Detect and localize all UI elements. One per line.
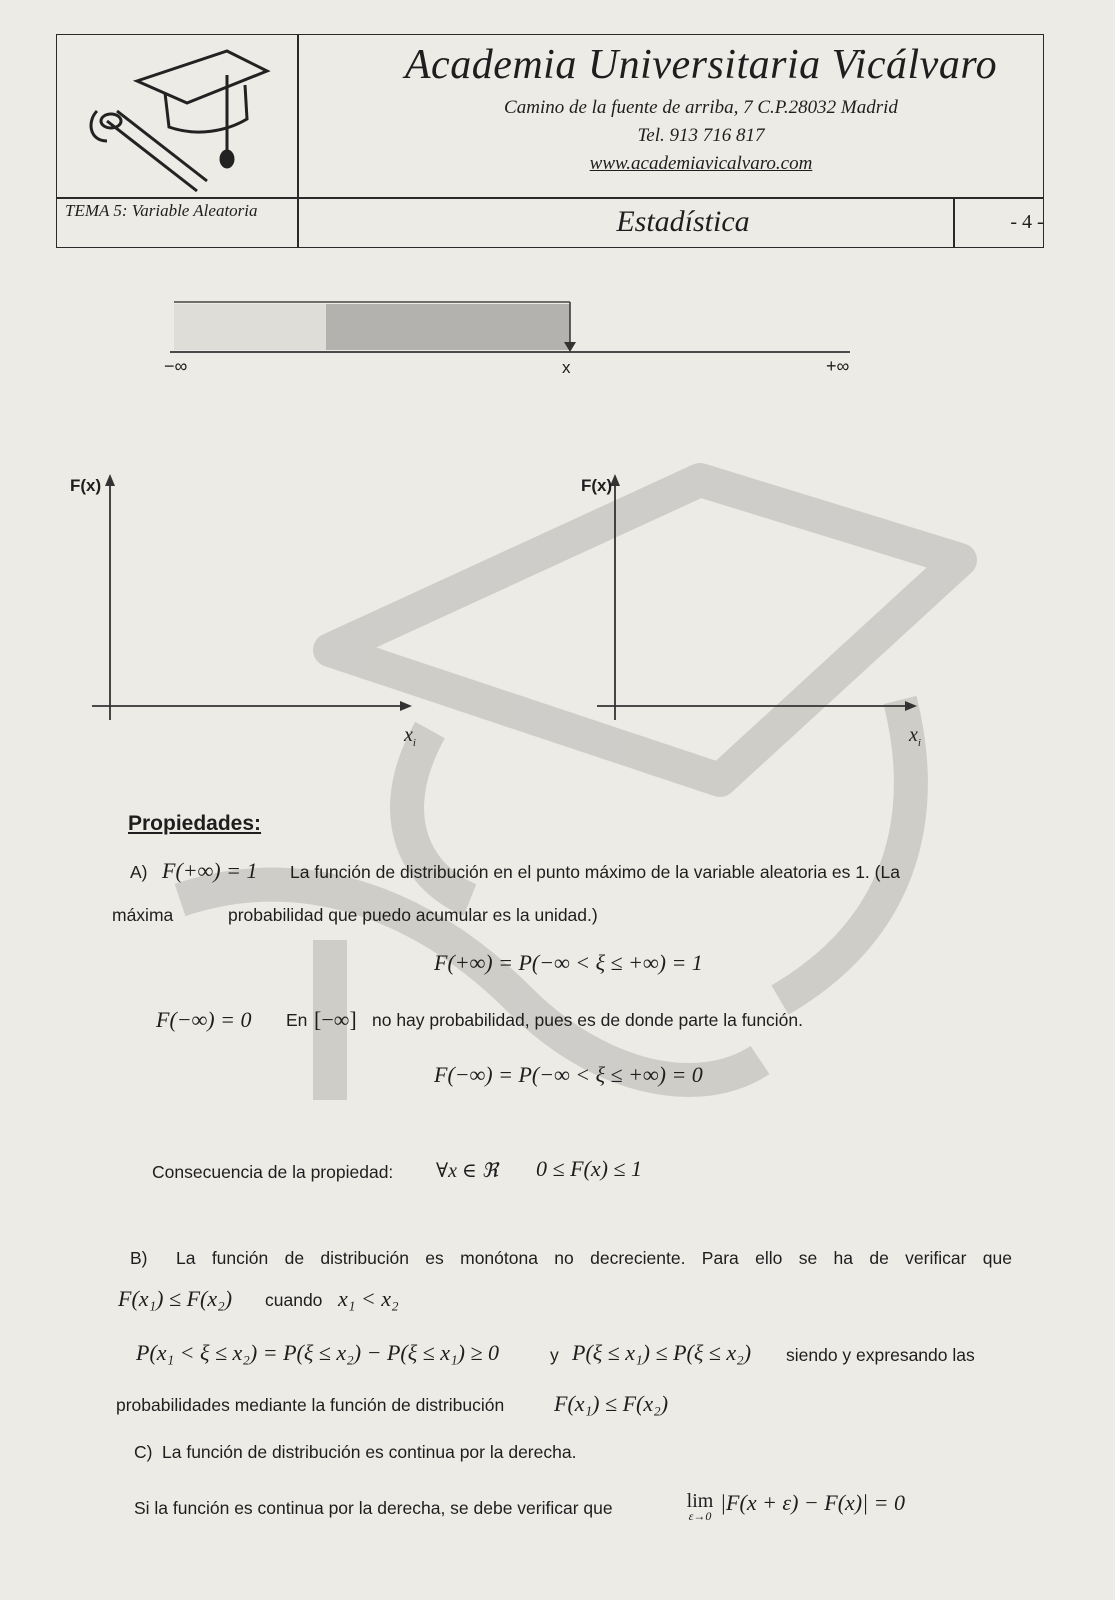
property-a-formula: F(+∞) = 1 bbox=[162, 858, 258, 883]
topic-label: TEMA 5: Variable Aleatoria bbox=[65, 201, 258, 220]
graph-left-xlabel: $x_i$ bbox=[404, 724, 416, 749]
property-b-text: La función de distribución es monótona no decreciente. Para ello se ha de verificar que bbox=[176, 1248, 1012, 1268]
consequence-equation: 0 ≤ F(x) ≤ 1 bbox=[536, 1156, 643, 1181]
academy-title: Academia Universitaria Vicálvaro bbox=[404, 42, 998, 88]
neg-infinity-label: −∞ bbox=[164, 356, 188, 376]
academy-address: Camino de la fuente de arriba, 7 C.P.28032 Madrid bbox=[504, 97, 898, 118]
property-a-equation: F(+∞) = P(−∞ < ξ ≤ +∞) = 1 bbox=[434, 950, 703, 975]
consequence-forall: ∀x ∈ ℜ bbox=[436, 1160, 499, 1182]
property-b-y: y bbox=[550, 1345, 559, 1365]
property-b-label: B) bbox=[130, 1248, 148, 1268]
minus-infinity-interval: [−∞] bbox=[314, 1007, 357, 1032]
graph-right-ylabel: F(x) bbox=[581, 476, 613, 495]
property-b-text-2: probabilidades mediante la función de distribución bbox=[116, 1395, 505, 1415]
minus-infinity-equation: F(−∞) = P(−∞ < ξ ≤ +∞) = 0 bbox=[434, 1062, 703, 1087]
property-c-equation: |F(x + ε) − F(x)| = 0 bbox=[720, 1490, 906, 1515]
property-c-limit: lim ε→0 bbox=[686, 1490, 714, 1523]
academy-website: www.academiavicalvaro.com bbox=[589, 153, 813, 174]
x-point-label: x bbox=[562, 358, 571, 377]
academy-phone: Tel. 913 716 817 bbox=[637, 125, 765, 146]
property-b-cuando: cuando bbox=[265, 1290, 323, 1310]
subject-title: Estadística bbox=[616, 205, 750, 238]
property-b-f-inequality: F(x₁) ≤ F(x₂) bbox=[118, 1286, 233, 1311]
distribution-graph-right bbox=[565, 470, 925, 760]
property-b-equation-3: F(x₁) ≤ F(x₂) bbox=[554, 1391, 669, 1416]
consequence-label: Consecuencia de la propiedad: bbox=[152, 1162, 394, 1182]
property-c-text-2: Si la función es continua por la derecha, se debe verificar que bbox=[134, 1498, 613, 1518]
property-c-label: C) bbox=[134, 1442, 153, 1462]
properties-heading: Propiedades: bbox=[128, 812, 262, 835]
property-b-condition: x₁ < x₂ bbox=[338, 1286, 399, 1311]
minus-infinity-en: En bbox=[286, 1010, 308, 1030]
property-a-text-line1: La función de distribución en el punto máximo de la variable aleatoria es 1. (La bbox=[290, 862, 900, 882]
property-b-siendo: siendo y expresando las bbox=[786, 1345, 975, 1365]
property-b-equation-1: P(x₁ < ξ ≤ x₂) = P(ξ ≤ x₂) − P(ξ ≤ x₁) ≥ 0 bbox=[136, 1340, 500, 1365]
graph-right-xlabel: $x_i$ bbox=[909, 724, 921, 749]
distribution-graph-left bbox=[60, 470, 420, 760]
number-line-figure bbox=[150, 290, 870, 390]
page-number: - 4 - bbox=[1010, 211, 1044, 233]
property-c-text: La función de distribución es continua por la derecha. bbox=[162, 1442, 577, 1462]
property-a-text-maxima: máxima bbox=[112, 905, 174, 925]
graph-left-ylabel: F(x) bbox=[70, 476, 102, 495]
property-a-label: A) bbox=[130, 862, 148, 882]
minus-infinity-text: no hay probabilidad, pues es de donde parte la función. bbox=[372, 1010, 804, 1030]
header-box bbox=[56, 34, 1044, 248]
property-a-text-line2: probabilidad que puedo acumular es la unidad.) bbox=[228, 905, 598, 925]
property-b-equation-2: P(ξ ≤ x₁) ≤ P(ξ ≤ x₂) bbox=[572, 1340, 752, 1365]
pos-infinity-label: +∞ bbox=[826, 356, 850, 376]
minus-infinity-formula: F(−∞) = 0 bbox=[156, 1007, 252, 1032]
graduation-cap-logo bbox=[77, 41, 277, 193]
